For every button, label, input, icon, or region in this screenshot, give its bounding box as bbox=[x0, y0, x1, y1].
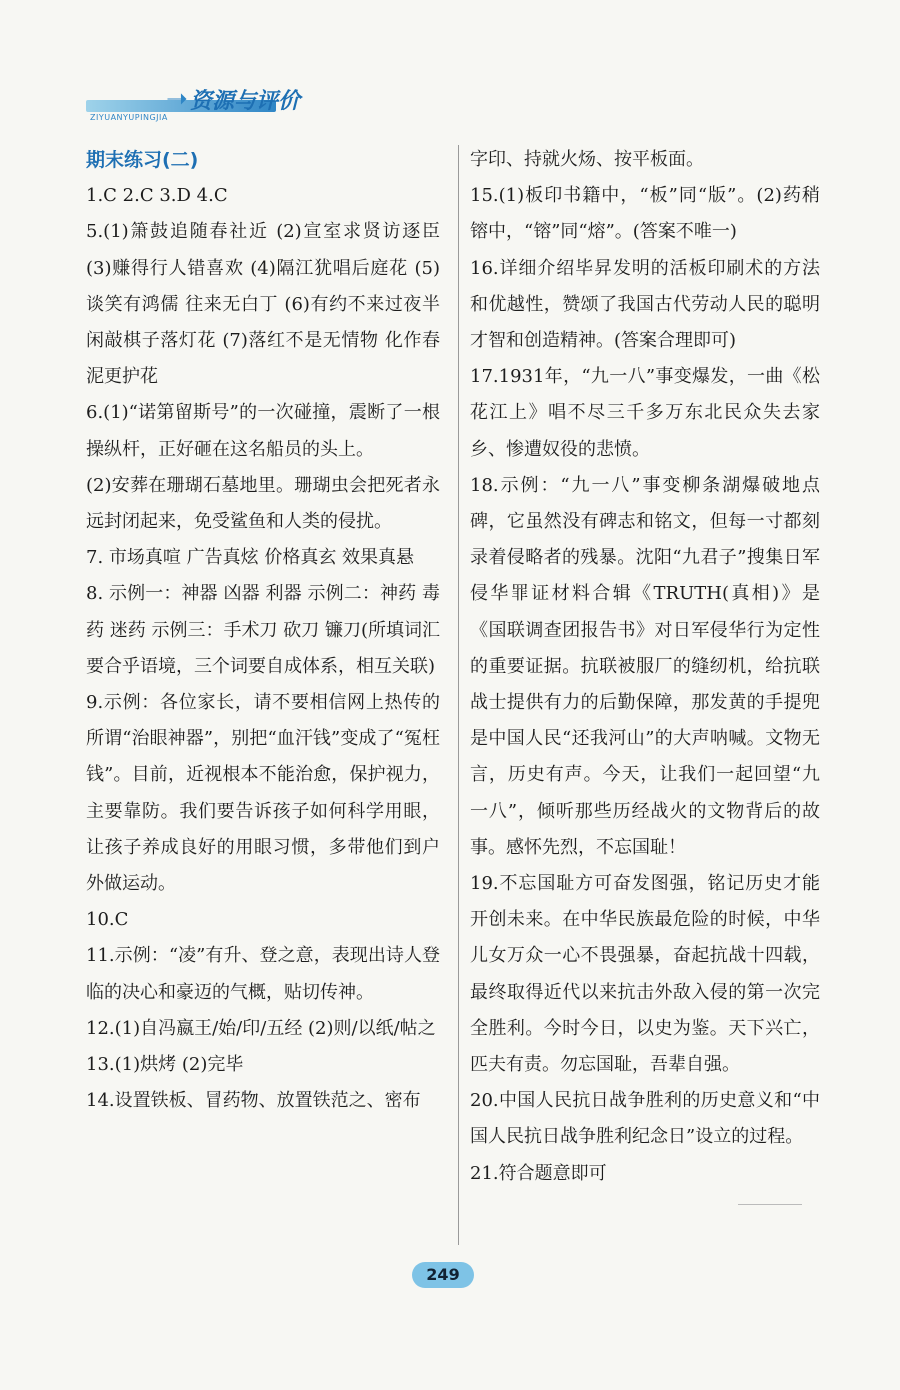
answer-item: 8. 示例一：神器 凶器 利器 示例二：神药 毒药 迷药 示例三：手术刀 砍刀 镰刀(所填词汇要合乎语境，三个词要自成体系，相互关联) bbox=[86, 583, 440, 677]
answer-item: 9.示例：各位家长，请不要相信网上热传的所谓“治眼神器”，别把“血汗钱”变成了“冤枉钱”。目前，近视根本不能治愈，保护视力，主要靠防。我们要告诉孩子如何科学用眼，让孩子养成良好的用眼习惯，多带他们到户外做运动。 bbox=[86, 692, 440, 895]
answer-item: 21.符合题意即可 bbox=[470, 1162, 607, 1184]
answer-item: 16.详细介绍毕昇发明的活板印刷术的方法和优越性，赞颂了我国古代劳动人民的聪明才智和创造精神。(答案合理即可) bbox=[470, 257, 820, 352]
answer-item: (2)安葬在珊瑚石墓地里。珊瑚虫会把死者永远封闭起来，免受鲨鱼和人类的侵扰。 bbox=[86, 474, 440, 533]
answer-item: 20.中国人民抗日战争胜利的历史意义和“中国人民抗日战争胜利纪念日”设立的过程。 bbox=[470, 1090, 820, 1148]
answer-item: 7. 市场真喧 广告真炫 价格真玄 效果真悬 bbox=[86, 547, 415, 569]
answer-item: 19.不忘国耻方可奋发图强，铭记历史才能开创未来。在中华民族最危险的时候，中华儿女万众一心不畏强暴，奋起抗战十四载，最终取得近代以来抗击外敌入侵的第一次完全胜利。今时今日，以史为鉴。天下兴亡，匹夫有责。勿忘国耻，吾辈自强。 bbox=[470, 873, 820, 1076]
answer-item: 字印、持就火炀、按平板面。 bbox=[470, 149, 704, 170]
answer-item: 11.示例：“凌”有升、登之意，表现出诗人登临的决心和豪迈的气概，贴切传神。 bbox=[86, 945, 440, 1003]
answer-item: 5.(1)箫鼓追随春社近 (2)宣室求贤访逐臣 (3)赚得行人错喜欢 (4)隔江犹唱后庭花 (5)谈笑有鸿儒 往来无白丁 (6)有约不来过夜半 闲敲棋子落灯花 (7)落红不是无情物 化作春泥更护花 bbox=[86, 221, 440, 388]
header-title: 资源与评价 bbox=[190, 89, 301, 114]
answer-item: 6.(1)“诺第留斯号”的一次碰撞，震断了一根操纵杆，正好砸在这名船员的头上。 bbox=[86, 402, 440, 460]
answer-item: 17.1931年，“九一八”事变爆发，一曲《松花江上》唱不尽三千多万东北民众失去家乡、惨遭奴役的悲愤。 bbox=[470, 366, 820, 460]
column-divider bbox=[458, 145, 459, 1245]
answer-item: 14.设置铁板、冒药物、放置铁范之、密布 bbox=[86, 1090, 421, 1112]
answer-item: 13.(1)烘烤 (2)完毕 bbox=[86, 1054, 244, 1076]
header-banner bbox=[86, 82, 316, 122]
left-column bbox=[86, 142, 440, 1119]
section-title: 期末练习(二) bbox=[86, 149, 199, 171]
right-column bbox=[470, 142, 820, 1192]
answer-item: 1.C 2.C 3.D 4.C bbox=[86, 185, 228, 207]
answer-item: 18.示例：“九一八”事变柳条湖爆破地点碑，它虽然没有碑志和铭文，但每一寸都刻录着侵略者的残暴。沈阳“九君子”搜集日军侵华罪证材料合辑《TRUTH(真相)》是《国联调查团报告书》对日军侵华行为定性的重要证据。抗联被服厂的缝纫机，给抗联战士提供有力的后勤保障，那发黄的手提兜是中国人民“还我河山”的大声呐喊。文物无言，历史有声。今天，让我们一起回望“九一八”，倾听那些历经战火的文物背后的故事。感怀先烈，不忘国耻！ bbox=[470, 474, 820, 858]
arrow-icon: ➝ bbox=[166, 84, 188, 114]
answer-item: 10.C bbox=[86, 909, 129, 931]
decorative-line bbox=[738, 1204, 802, 1205]
answer-item: 12.(1)自冯嬴王/始/印/五经 (2)则/以纸/帖之 bbox=[86, 1017, 436, 1039]
page-number: 249 bbox=[412, 1262, 474, 1288]
header-pinyin: ZIYUANYUPINGJIA bbox=[90, 113, 168, 122]
answer-item: 15.(1)板印书籍中，“板”同“版”。(2)药稍镕中，“镕”同“熔”。(答案不唯一) bbox=[470, 185, 820, 243]
